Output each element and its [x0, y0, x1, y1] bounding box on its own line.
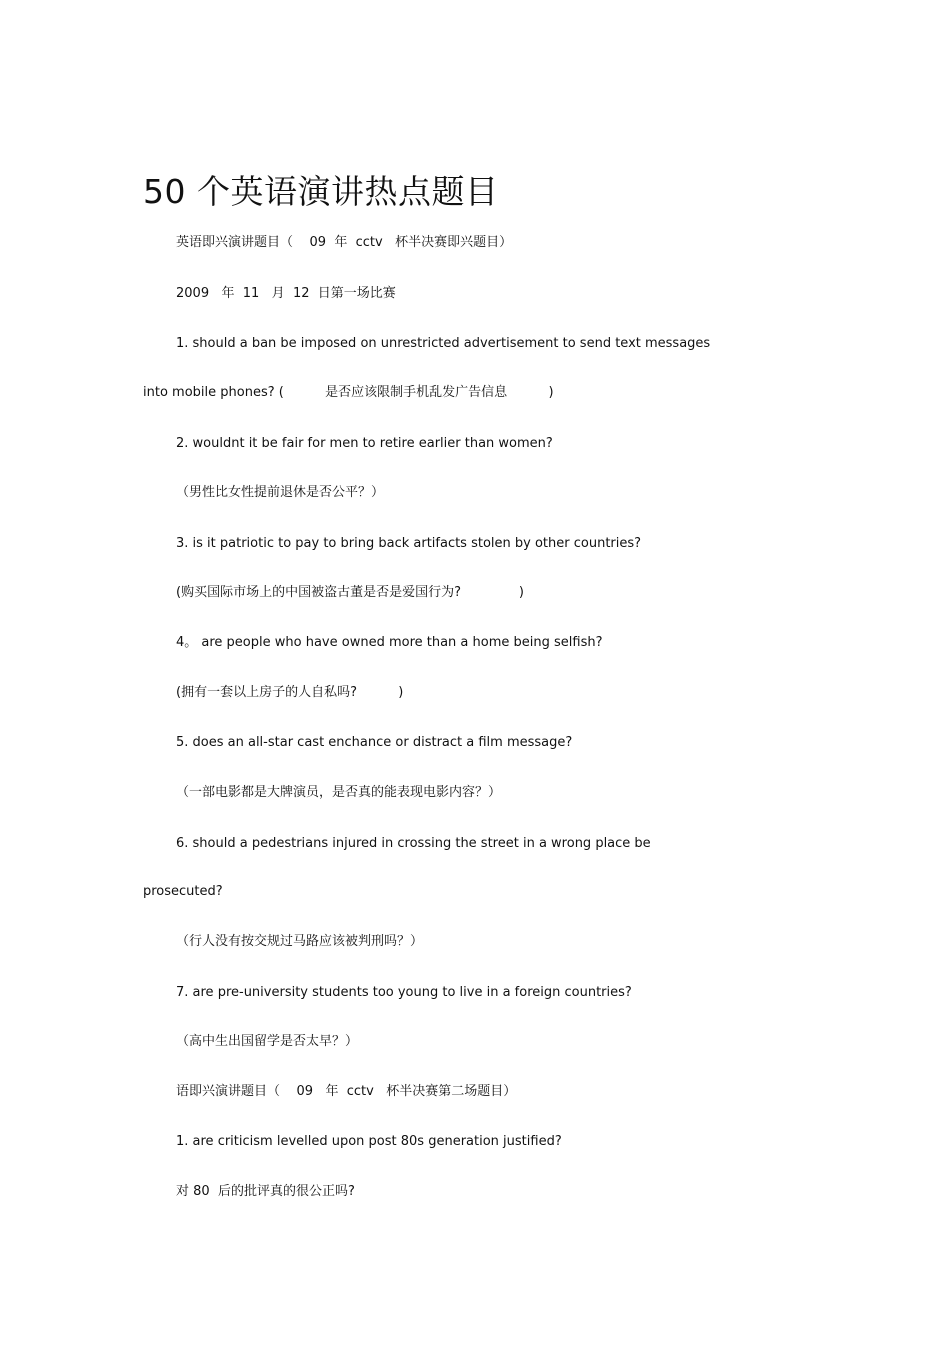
topic-6-english: 6. should a pedestrians injured in crossing the street in a wrong place be [176, 836, 651, 851]
topic-1-english-cont: into mobile phones? ( 是否应该限制手机乱发广告信息 ) [143, 385, 554, 400]
round2-topic-1-english: 1. are criticism levelled upon post 80s generation justified? [176, 1134, 562, 1149]
topic-3-chinese: (购买国际市场上的中国被盗古董是否是爱国行为? ) [176, 585, 524, 600]
round2-topic-1-chinese: 对 80 后的批评真的很公正吗? [176, 1184, 355, 1199]
topic-1-english: 1. should a ban be imposed on unrestricted advertisement to send text messages [176, 336, 711, 351]
topic-7-english: 7. are pre-university students too young to live in a foreign countries? [176, 985, 632, 1000]
topic-7-chinese: （高中生出国留学是否太早？） [176, 1034, 359, 1049]
topic-4-chinese: (拥有一套以上房子的人自私吗? ) [176, 685, 404, 700]
topic-5-chinese: （一部电影都是大牌演员，是否真的能表现电影内容？） [176, 785, 502, 800]
page-title: 50 个英语演讲热点题目 [143, 172, 499, 211]
topic-2-english: 2. wouldnt it be fair for men to retire earlier than women? [176, 436, 553, 451]
section-heading-round-2: 语即兴演讲题目（ 09 年 cctv 杯半决赛第二场题目） [176, 1084, 517, 1099]
topic-6-english-cont: prosecuted? [143, 884, 223, 899]
topic-4-english: 4。 are people who have owned more than a home being selfish? [176, 635, 603, 650]
topic-2-chinese: （男性比女性提前退休是否公平？） [176, 485, 385, 500]
match-date: 2009 年 11 月 12 日第一场比赛 [176, 286, 396, 301]
topic-5-english: 5. does an all-star cast enchance or distract a film message? [176, 735, 573, 750]
topic-6-chinese: （行人没有按交规过马路应该被判刑吗？） [176, 934, 424, 949]
section-heading-round-1: 英语即兴演讲题目（ 09 年 cctv 杯半决赛即兴题目） [176, 235, 513, 250]
topic-3-english: 3. is it patriotic to pay to bring back artifacts stolen by other countries? [176, 536, 642, 551]
